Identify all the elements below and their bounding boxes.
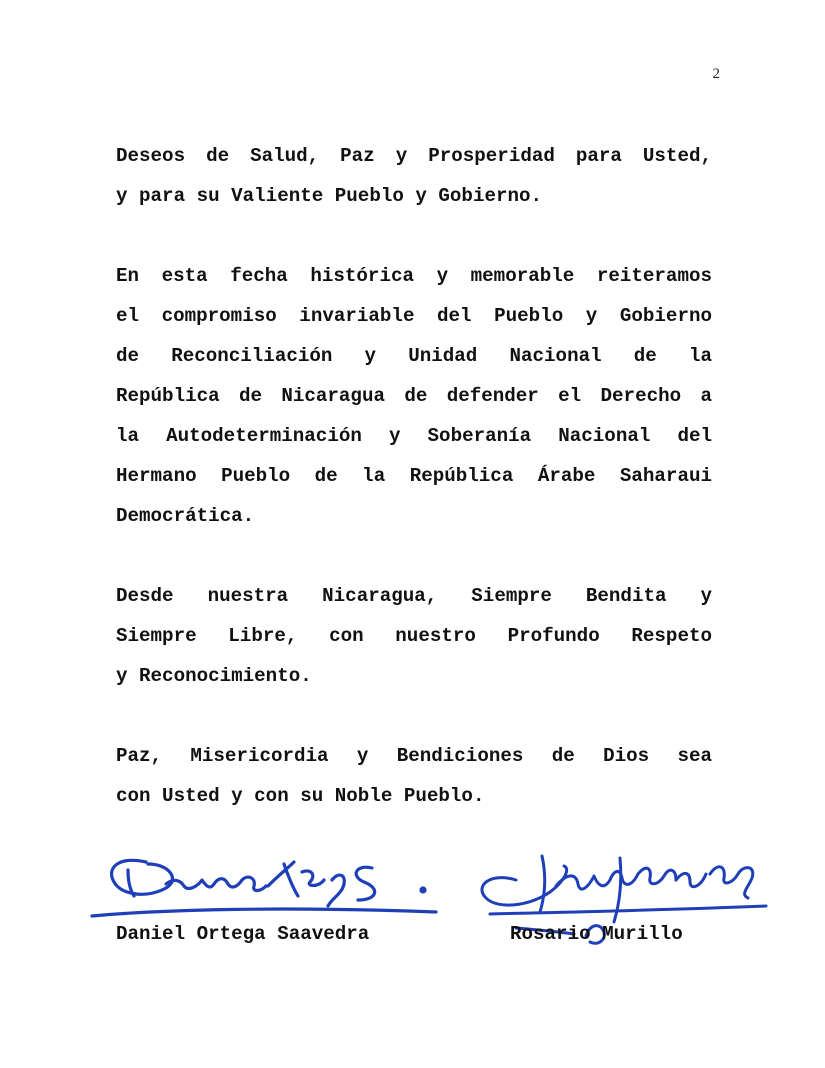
paragraph-line: Desde nuestra Nicaragua, Siempre Bendita y bbox=[116, 585, 712, 607]
paragraph-line: la Autodeterminación y Soberanía Nacional del bbox=[116, 425, 712, 447]
paragraph-line: de Reconciliación y Unidad Nacional de la bbox=[116, 345, 712, 367]
paragraph-line: el compromiso invariable del Pueblo y Gobierno bbox=[116, 305, 712, 327]
signatory-name-daniel-ortega: Daniel Ortega Saavedra bbox=[116, 923, 370, 945]
paragraph-line: Siempre Libre, con nuestro Profundo Respeto bbox=[116, 625, 712, 647]
paragraph-line: Paz, Misericordia y Bendiciones de Dios sea bbox=[116, 745, 712, 767]
paragraph-line: En esta fecha histórica y memorable reiteramos bbox=[116, 265, 712, 287]
paragraph-greeting bbox=[116, 136, 712, 216]
paragraph-line: Democrática. bbox=[116, 505, 255, 527]
paragraph-commitment bbox=[116, 256, 712, 536]
paragraph-line: Hermano Pueblo de la República Árabe Saharaui bbox=[116, 465, 712, 487]
page-number: 2 bbox=[712, 66, 720, 82]
paragraph-respect bbox=[116, 576, 712, 696]
signatory-name-rosario-murillo: Rosario Murillo bbox=[510, 923, 683, 945]
paragraph-line: con Usted y con su Noble Pueblo. bbox=[116, 785, 485, 807]
paragraph-line: y Reconocimiento. bbox=[116, 665, 312, 687]
paragraph-line: y para su Valiente Pueblo y Gobierno. bbox=[116, 185, 543, 207]
paragraph-line: República de Nicaragua de defender el Derecho a bbox=[116, 385, 712, 407]
paragraph-blessing bbox=[116, 736, 712, 816]
signature-daniel-ortega bbox=[88, 846, 448, 926]
paragraph-line: Deseos de Salud, Paz y Prosperidad para Usted, bbox=[116, 145, 712, 167]
